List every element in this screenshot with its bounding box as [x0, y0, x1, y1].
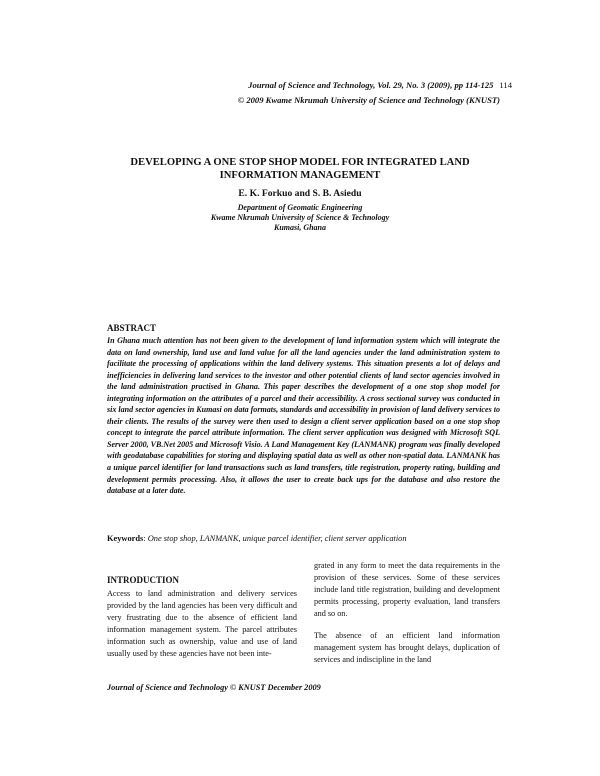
- abstract-text: In Ghana much attention has not been given to the development of land information system which will integrate the data on land ownership, land use and land value for all the land agencies under the land administration system to facilitate the processing of applications within the land delivery systems. This situation presents a lot of delays and inefficiencies in delivering land services to the investor and other potential clients of land sector agencies involved in the land administration practised in Ghana. This paper describes the development of a one stop shop model for integrating information on the attributes of a parcel and their accessibility. A cross sectional survey was conducted in six land sector agencies in Kumasi on data formats, standards and accessibility in provision of land delivery services to their clients. The results of the survey were then used to design a client server application based on a one stop shop concept to integrate the parcel attribute information. The client server application was designed with Microsoft SQL Server 2000, VB.Net 2005 and Microsoft Visio. A Land Management Key (LANMANK) program was finally developed with geodatabase capabilities for storing and displaying spatial data as well as other non-spatial data. LANMANK has a unique parcel identifier for land transactions such as land transfers, title registration, property rating, building and development permits processing. Also, it allows the user to create back ups for the database and also restore the database at a later date.: [107, 336, 500, 496]
- intro-heading: INTRODUCTION: [107, 575, 180, 585]
- copyright-line: © 2009 Kwame Nkrumah University of Science and Technology (KNUST): [237, 95, 500, 105]
- intro-column-1: Access to land administration and delivery services provided by the land agencies has been very difficult and very frustrating due to the absence of efficient land information management system. The parcel attributes information such as ownership, value and use of land usually used by these agencies have not been inte-: [107, 589, 297, 659]
- affiliation-city: Kumasi, Ghana: [273, 223, 327, 232]
- abstract-heading: ABSTRACT: [107, 323, 157, 333]
- keywords-label: Keywords: [107, 534, 144, 543]
- affiliation-university: Kwame Nkrumah University of Science & Technology: [210, 213, 390, 222]
- intro-column-2-para-1: grated in any form to meet the data requirements in the provision of these services. Some of these services include land title registration, building and development permits processing, property evaluation, land transfers and so on.: [314, 561, 500, 619]
- journal-citation: Journal of Science and Technology, Vol. 29, No. 3 (2009), pp 114-125: [248, 80, 494, 90]
- keywords: Keywords: One stop shop, LANMANK, unique parcel identifier, client server application: [107, 534, 407, 543]
- affiliation-dept: Department of Geomatic Engineering: [237, 203, 363, 212]
- page-number: 114: [499, 80, 512, 90]
- authors: E. K. Forkuo and S. B. Asiedu: [238, 188, 362, 199]
- intro-column-2-para-2: The absence of an efficient land information management system has brought delays, duplication of services and indiscipline in the land: [314, 631, 500, 665]
- paper-title: DEVELOPING A ONE STOP SHOP MODEL FOR INTEGRATED LAND INFORMATION MANAGEMENT: [130, 157, 470, 181]
- journal-header: [248, 80, 512, 90]
- page-footer: Journal of Science and Technology © KNUST December 2009: [107, 683, 321, 692]
- keywords-text: One stop shop, LANMANK, unique parcel identifier, client server application: [147, 534, 407, 543]
